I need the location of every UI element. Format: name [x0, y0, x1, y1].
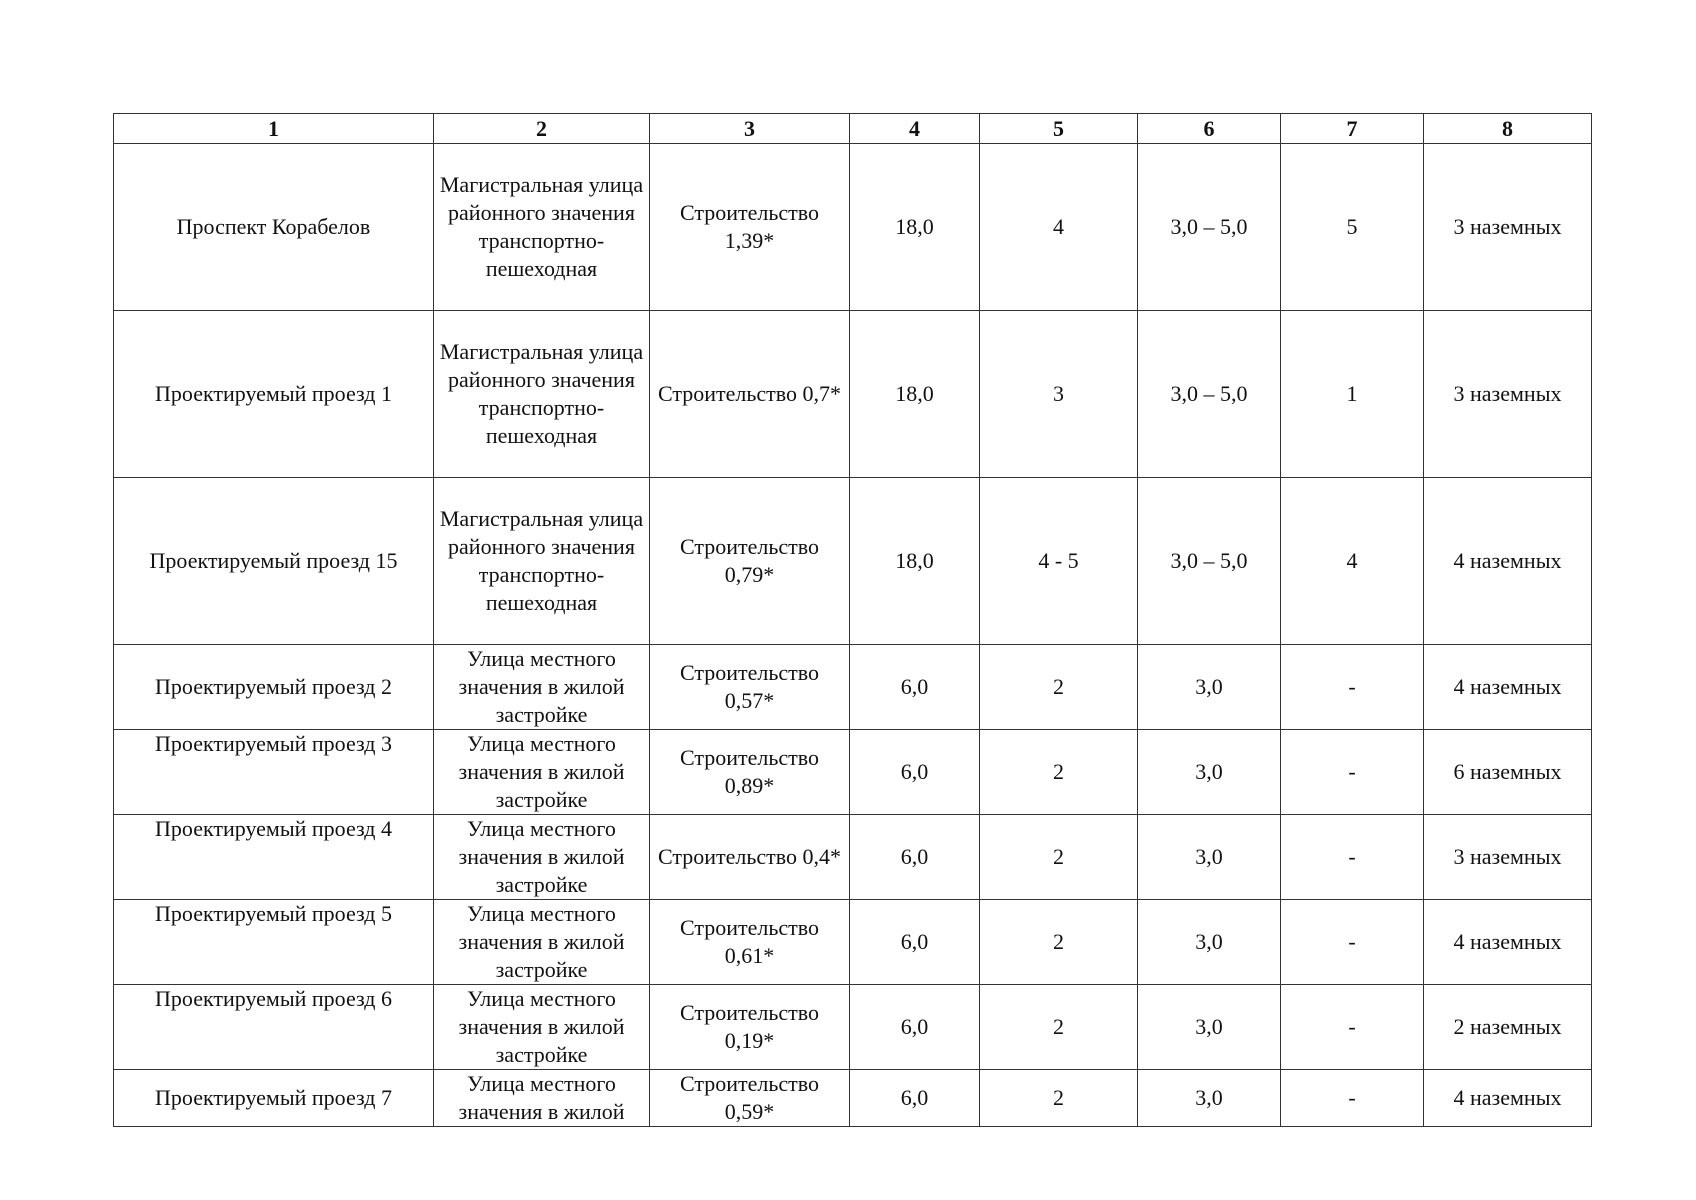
cell-street-name: Проектируемый проезд 15 [114, 478, 434, 645]
cell-col-6: 3,0 [1138, 645, 1281, 730]
cell-col-8: 3 наземных [1424, 815, 1592, 900]
cell-col-4: 6,0 [850, 1070, 980, 1127]
cell-work-type: Строительство 0,7* [650, 311, 850, 478]
header-col-6: 6 [1138, 114, 1281, 144]
cell-col-8: 4 наземных [1424, 900, 1592, 985]
cell-col-7: - [1281, 730, 1424, 815]
cell-col-8: 3 наземных [1424, 144, 1592, 311]
cell-col-6: 3,0 [1138, 985, 1281, 1070]
cell-col-4: 18,0 [850, 144, 980, 311]
table-row [114, 900, 1592, 985]
cell-street-name: Проектируемый проезд 6 [114, 985, 434, 1070]
cell-col-6: 3,0 – 5,0 [1138, 311, 1281, 478]
cell-col-8: 2 наземных [1424, 985, 1592, 1070]
cell-street-category-text: Улица местного значения в жилой [458, 1071, 625, 1124]
cell-col-5: 4 - 5 [980, 478, 1138, 645]
cell-col-6: 3,0 [1138, 1070, 1281, 1127]
header-col-5: 5 [980, 114, 1138, 144]
cell-col-4: 6,0 [850, 815, 980, 900]
cell-street-name: Проспект Корабелов [114, 144, 434, 311]
cell-col-4: 6,0 [850, 730, 980, 815]
cell-street-category: Магистральная улица районного значения транспортно-пешеходная [434, 478, 650, 645]
cell-work-type: Строительство 0,89* [650, 730, 850, 815]
cell-col-4: 6,0 [850, 900, 980, 985]
cell-col-5: 2 [980, 1070, 1138, 1127]
header-col-7: 7 [1281, 114, 1424, 144]
cell-street-name: Проектируемый проезд 1 [114, 311, 434, 478]
cell-col-8: 3 наземных [1424, 311, 1592, 478]
cell-street-name: Проектируемый проезд 2 [114, 645, 434, 730]
cell-street-name: Проектируемый проезд 3 [114, 730, 434, 815]
cell-col-6: 3,0 [1138, 815, 1281, 900]
cell-street-name: Проектируемый проезд 5 [114, 900, 434, 985]
header-col-2: 2 [434, 114, 650, 144]
cell-col-4: 18,0 [850, 311, 980, 478]
cell-work-type: Строительство 1,39* [650, 144, 850, 311]
cell-work-type: Строительство 0,59* [650, 1070, 850, 1127]
cell-col-7: - [1281, 1070, 1424, 1127]
cell-street-category: Магистральная улица районного значения транспортно-пешеходная [434, 311, 650, 478]
cell-col-5: 2 [980, 900, 1138, 985]
cell-work-type: Строительство 0,61* [650, 900, 850, 985]
cell-col-6: 3,0 [1138, 900, 1281, 985]
cell-col-4: 6,0 [850, 985, 980, 1070]
table-row [114, 144, 1592, 311]
cell-street-category: Улица местного значения в жилой застройке [434, 645, 650, 730]
cell-street-category: Улица местного значения в жилой застройке [434, 900, 650, 985]
cell-street-name: Проектируемый проезд 7 [114, 1070, 434, 1127]
cell-col-8: 4 наземных [1424, 478, 1592, 645]
cell-col-4: 18,0 [850, 478, 980, 645]
cell-col-4: 6,0 [850, 645, 980, 730]
table-row [114, 815, 1592, 900]
cell-col-7: - [1281, 900, 1424, 985]
cell-col-6: 3,0 – 5,0 [1138, 478, 1281, 645]
cell-col-8: 4 наземных [1424, 645, 1592, 730]
header-col-3: 3 [650, 114, 850, 144]
cell-col-5: 4 [980, 144, 1138, 311]
cell-street-name: Проектируемый проезд 4 [114, 815, 434, 900]
table-row [114, 311, 1592, 478]
cell-col-7: - [1281, 985, 1424, 1070]
cell-street-category [434, 1070, 650, 1127]
table-row [114, 1070, 1592, 1127]
cell-col-5: 2 [980, 985, 1138, 1070]
cell-col-8: 4 наземных [1424, 1070, 1592, 1127]
table-row [114, 730, 1592, 815]
cell-col-6: 3,0 [1138, 730, 1281, 815]
cell-street-category: Улица местного значения в жилой застройке [434, 985, 650, 1070]
cell-col-7: 5 [1281, 144, 1424, 311]
cell-street-category: Магистральная улица районного значения транспортно-пешеходная [434, 144, 650, 311]
table-row [114, 985, 1592, 1070]
header-row [114, 114, 1592, 144]
cell-street-category: Улица местного значения в жилой застройке [434, 730, 650, 815]
cell-col-6: 3,0 – 5,0 [1138, 144, 1281, 311]
header-col-4: 4 [850, 114, 980, 144]
cell-col-5: 2 [980, 645, 1138, 730]
table-row [114, 478, 1592, 645]
cell-col-7: - [1281, 645, 1424, 730]
cell-col-5: 3 [980, 311, 1138, 478]
cell-work-type: Строительство 0,79* [650, 478, 850, 645]
header-col-8: 8 [1424, 114, 1592, 144]
table-row [114, 645, 1592, 730]
cell-col-5: 2 [980, 730, 1138, 815]
cell-work-type: Строительство 0,57* [650, 645, 850, 730]
streets-table [113, 113, 1592, 1127]
cell-col-8: 6 наземных [1424, 730, 1592, 815]
cell-work-type: Строительство 0,4* [650, 815, 850, 900]
cell-street-category: Улица местного значения в жилой застройке [434, 815, 650, 900]
cell-work-type: Строительство 0,19* [650, 985, 850, 1070]
header-col-1: 1 [114, 114, 434, 144]
cell-col-7: - [1281, 815, 1424, 900]
cell-col-5: 2 [980, 815, 1138, 900]
cell-col-7: 4 [1281, 478, 1424, 645]
cell-col-7: 1 [1281, 311, 1424, 478]
